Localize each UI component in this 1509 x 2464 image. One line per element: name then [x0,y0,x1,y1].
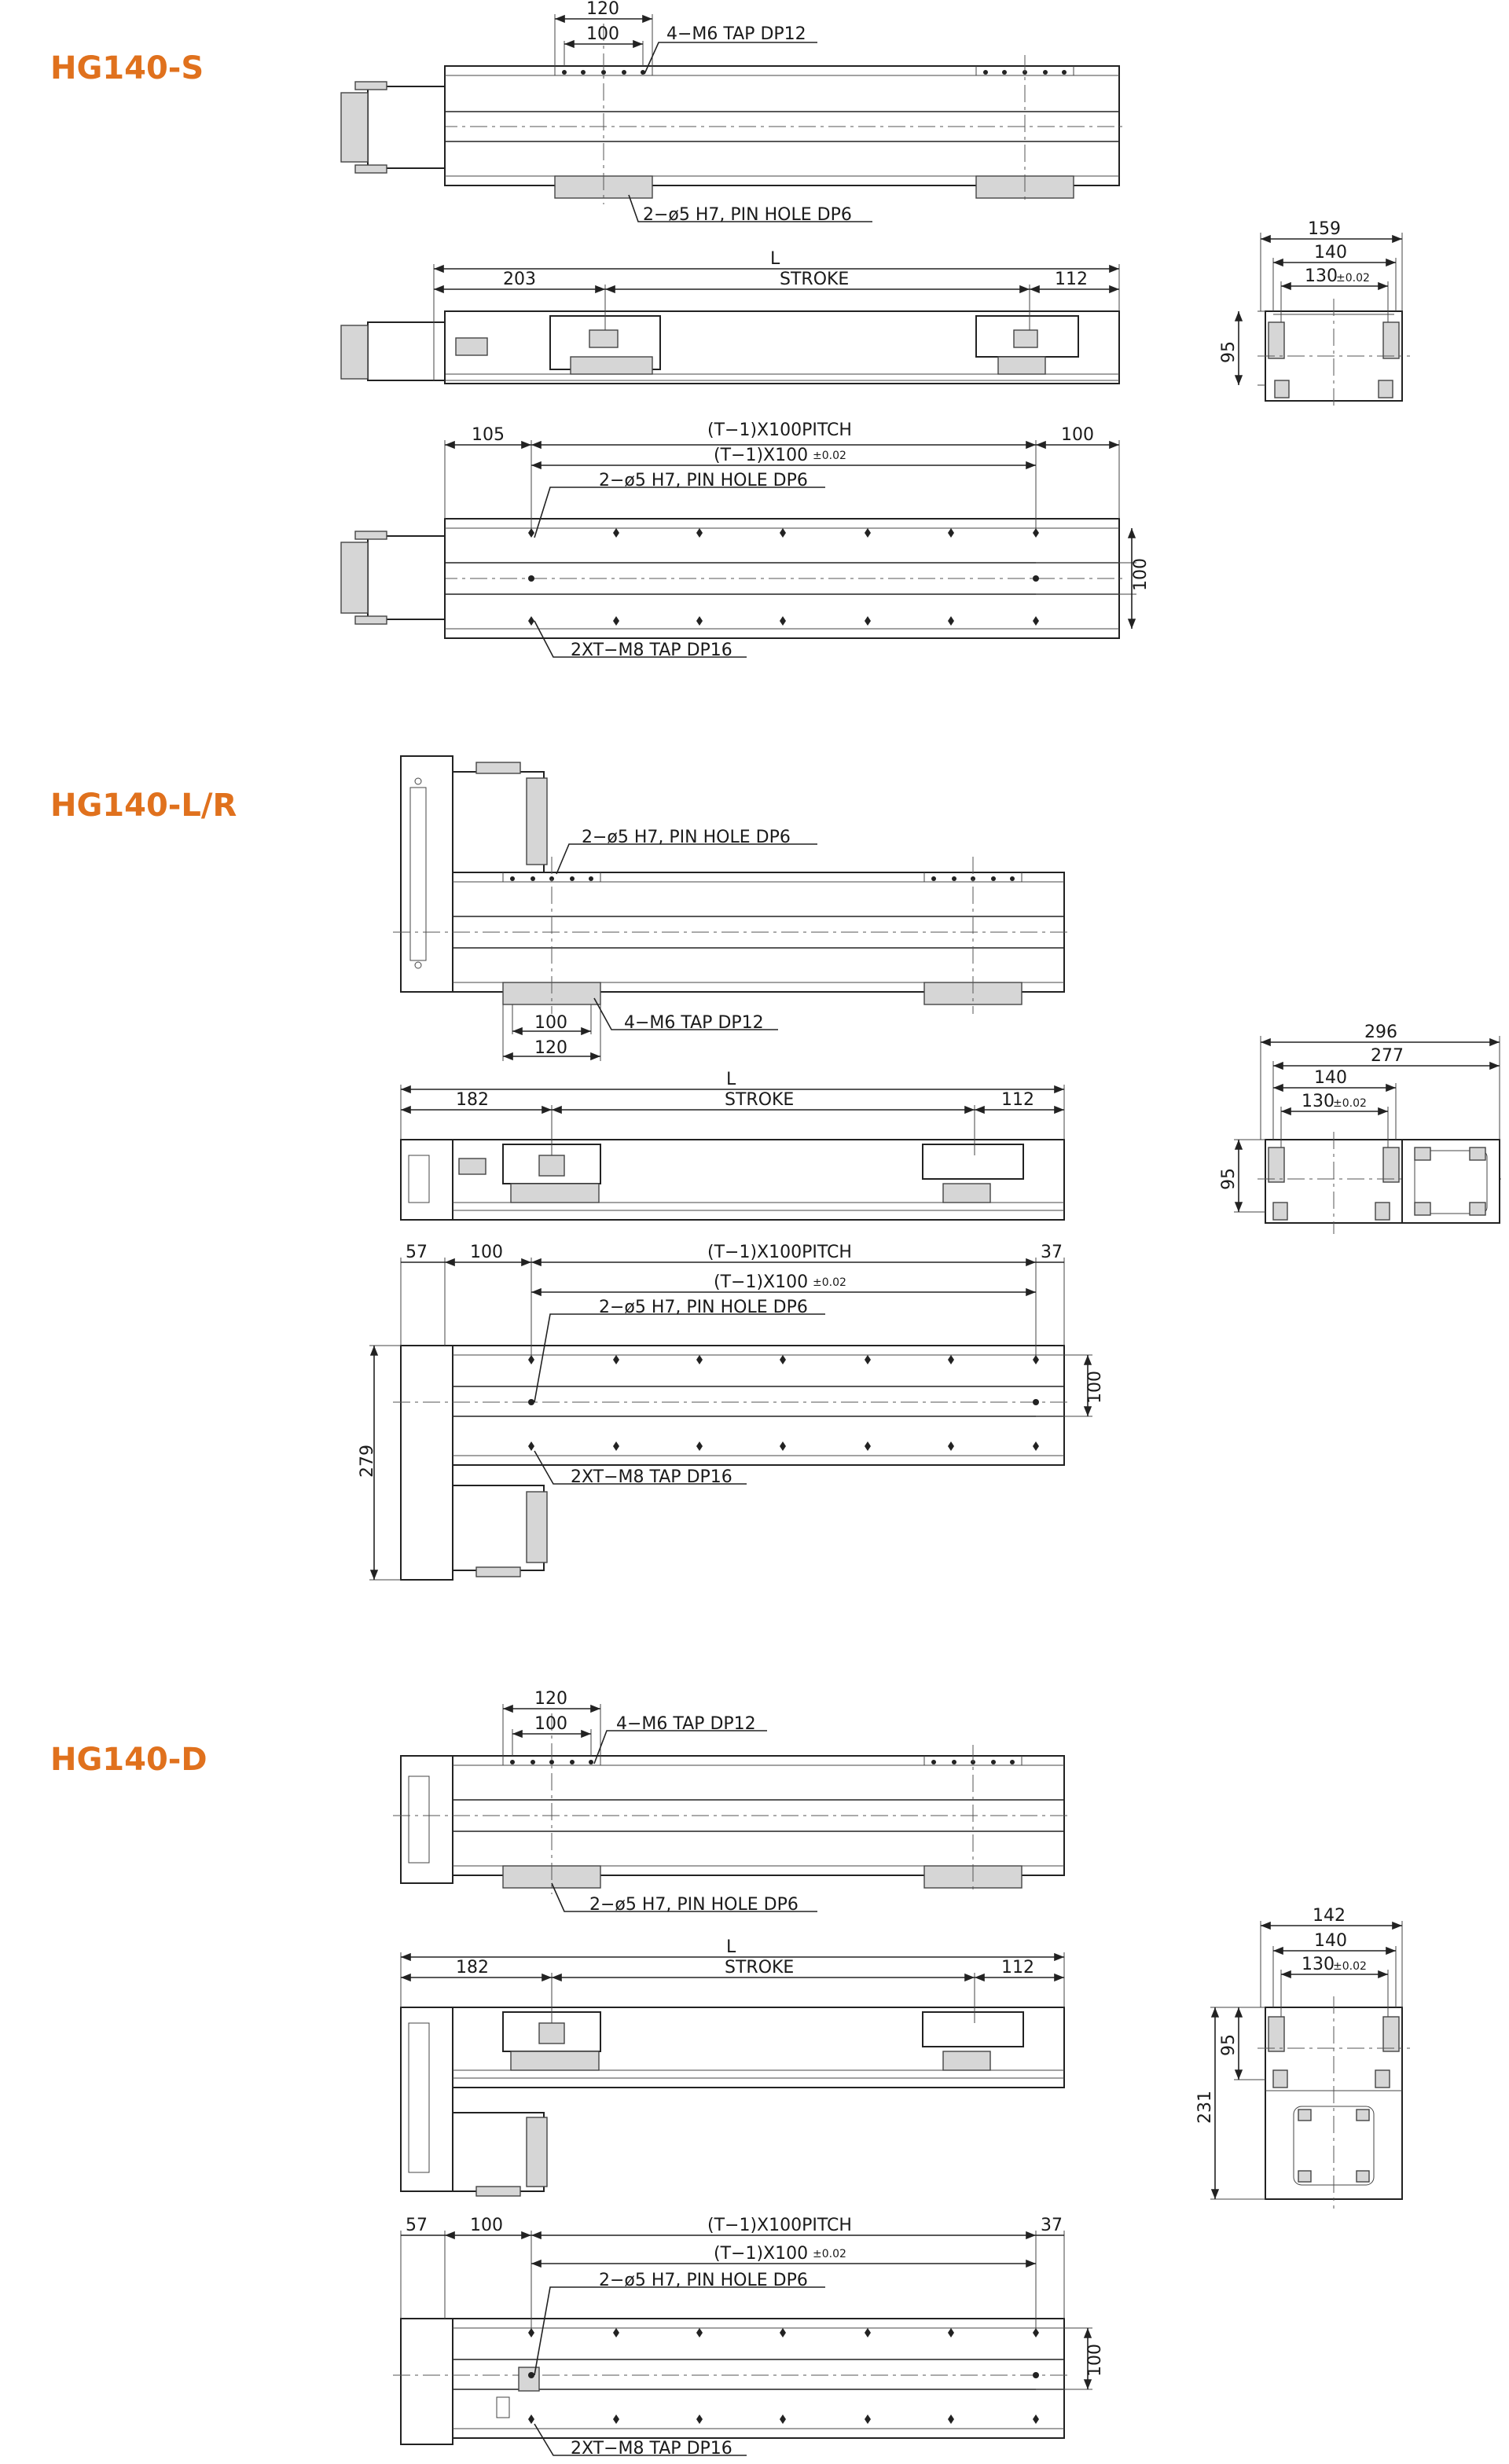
dim-120-d: 120 [534,1689,567,1709]
dim-pitch-d: (T−1)X100PITCH [707,2216,852,2235]
hg140-s-bottom-view [341,519,1124,638]
label-tap-m8-d: 2XT−M8 TAP DP16 [571,2439,732,2458]
dim-140-lr: 140 [1314,1068,1347,1088]
dim-105: 105 [472,425,505,445]
dim-100-vertical: 100 [1131,558,1151,591]
dim-100-lr-bottom: 100 [470,1243,503,1262]
dim-182-d: 182 [456,1958,489,1977]
tol-130-d: ±0.02 [1333,1960,1367,1973]
dim-100-d-vertical: 100 [1085,2344,1105,2377]
hg140-lr-top-view [393,756,1072,1014]
dim-95-lr: 95 [1219,1168,1239,1190]
hg140-lr-side-view [401,1140,1064,1220]
dim-130: 130 [1305,266,1338,286]
dim-57-lr: 57 [406,1243,428,1262]
label-tap-m6-lr: 4−M6 TAP DP12 [624,1013,764,1033]
tol-pitch-d: ±0.02 [813,2248,846,2260]
tol-pitch: ±0.02 [813,450,846,462]
dim-L-lr: L [726,1070,736,1089]
dim-stroke: STROKE [780,270,850,289]
hg140-s-top-view [341,24,1124,204]
dim-112-lr: 112 [1001,1090,1034,1110]
dim-277: 277 [1371,1046,1404,1066]
dim-37-lr: 37 [1041,1243,1063,1262]
label-pin-hole-d-bottom: 2−ø5 H7, PIN HOLE DP6 [599,2271,808,2290]
dim-pitch-tol-d: (T−1)X100 [714,2244,809,2264]
dim-140: 140 [1314,243,1347,263]
label-pin-hole-bottom: 2−ø5 H7, PIN HOLE DP6 [599,471,808,490]
hg140-d-side-view [401,2007,1064,2196]
label-tap-m6-d: 4−M6 TAP DP12 [616,1714,756,1734]
dim-pitch: (T−1)X100PITCH [707,420,852,440]
dim-100: 100 [586,24,619,44]
label-pin-hole-lr-bottom: 2−ø5 H7, PIN HOLE DP6 [599,1298,808,1317]
dim-140-d: 140 [1314,1931,1347,1951]
dim-231: 231 [1195,2091,1215,2124]
hg140-d-top-view [393,1713,1072,1894]
dim-182-lr: 182 [456,1090,489,1110]
dim-100-d-bottom: 100 [470,2216,503,2235]
label-tap-m6: 4−M6 TAP DP12 [666,24,806,44]
dim-142: 142 [1313,1906,1346,1926]
hg140-s-end-view [1258,299,1410,409]
dim-stroke-d: STROKE [725,1958,795,1977]
dim-pitch-tol-lr: (T−1)X100 [714,1272,809,1292]
dim-L-d: L [726,1937,736,1957]
hg140-lr-bottom-view [393,1346,1072,1580]
label-pin-hole: 2−ø5 H7, PIN HOLE DP6 [643,205,852,225]
section-title-hg140-d: HG140-D [50,1742,207,1778]
dim-100-d: 100 [534,1714,567,1734]
dim-100-lr: 100 [534,1013,567,1033]
hg140-d-end-view [1258,1996,1410,2209]
dim-pitch-tol: (T−1)X100 [714,446,809,465]
dim-159: 159 [1308,219,1341,239]
dim-120: 120 [586,0,619,19]
dim-120-lr: 120 [534,1038,567,1058]
tol-pitch-lr: ±0.02 [813,1276,846,1289]
dim-37-d: 37 [1041,2216,1063,2235]
hg140-s-side-view [341,311,1119,384]
dim-95-d: 95 [1219,2034,1239,2056]
dim-296: 296 [1364,1023,1397,1042]
dim-95: 95 [1219,341,1239,363]
tol-130-lr: ±0.02 [1333,1097,1367,1110]
dim-279: 279 [358,1445,377,1478]
label-tap-m8-lr: 2XT−M8 TAP DP16 [571,1467,732,1487]
label-tap-m8: 2XT−M8 TAP DP16 [571,641,732,660]
tol-002: ±0.02 [1336,272,1370,285]
section-title-hg140-lr: HG140-L/R [50,788,237,824]
hg140-d-bottom-view [393,2319,1072,2444]
dim-57-d: 57 [406,2216,428,2235]
section-title-hg140-s: HG140-S [50,50,204,86]
dim-100-lr-vertical: 100 [1085,1371,1105,1404]
dim-L: L [770,249,780,269]
label-pin-hole-lr: 2−ø5 H7, PIN HOLE DP6 [582,828,791,847]
dim-112: 112 [1055,270,1088,289]
dim-stroke-lr: STROKE [725,1090,795,1110]
dim-112-d: 112 [1001,1958,1034,1977]
dim-130-d: 130 [1302,1955,1335,1974]
dim-100-right: 100 [1061,425,1094,445]
dim-pitch-lr: (T−1)X100PITCH [707,1243,852,1262]
dim-203: 203 [503,270,536,289]
hg140-lr-end-view [1258,1132,1501,1234]
label-pin-hole-d: 2−ø5 H7, PIN HOLE DP6 [589,1895,799,1915]
dim-130-lr: 130 [1302,1092,1335,1111]
